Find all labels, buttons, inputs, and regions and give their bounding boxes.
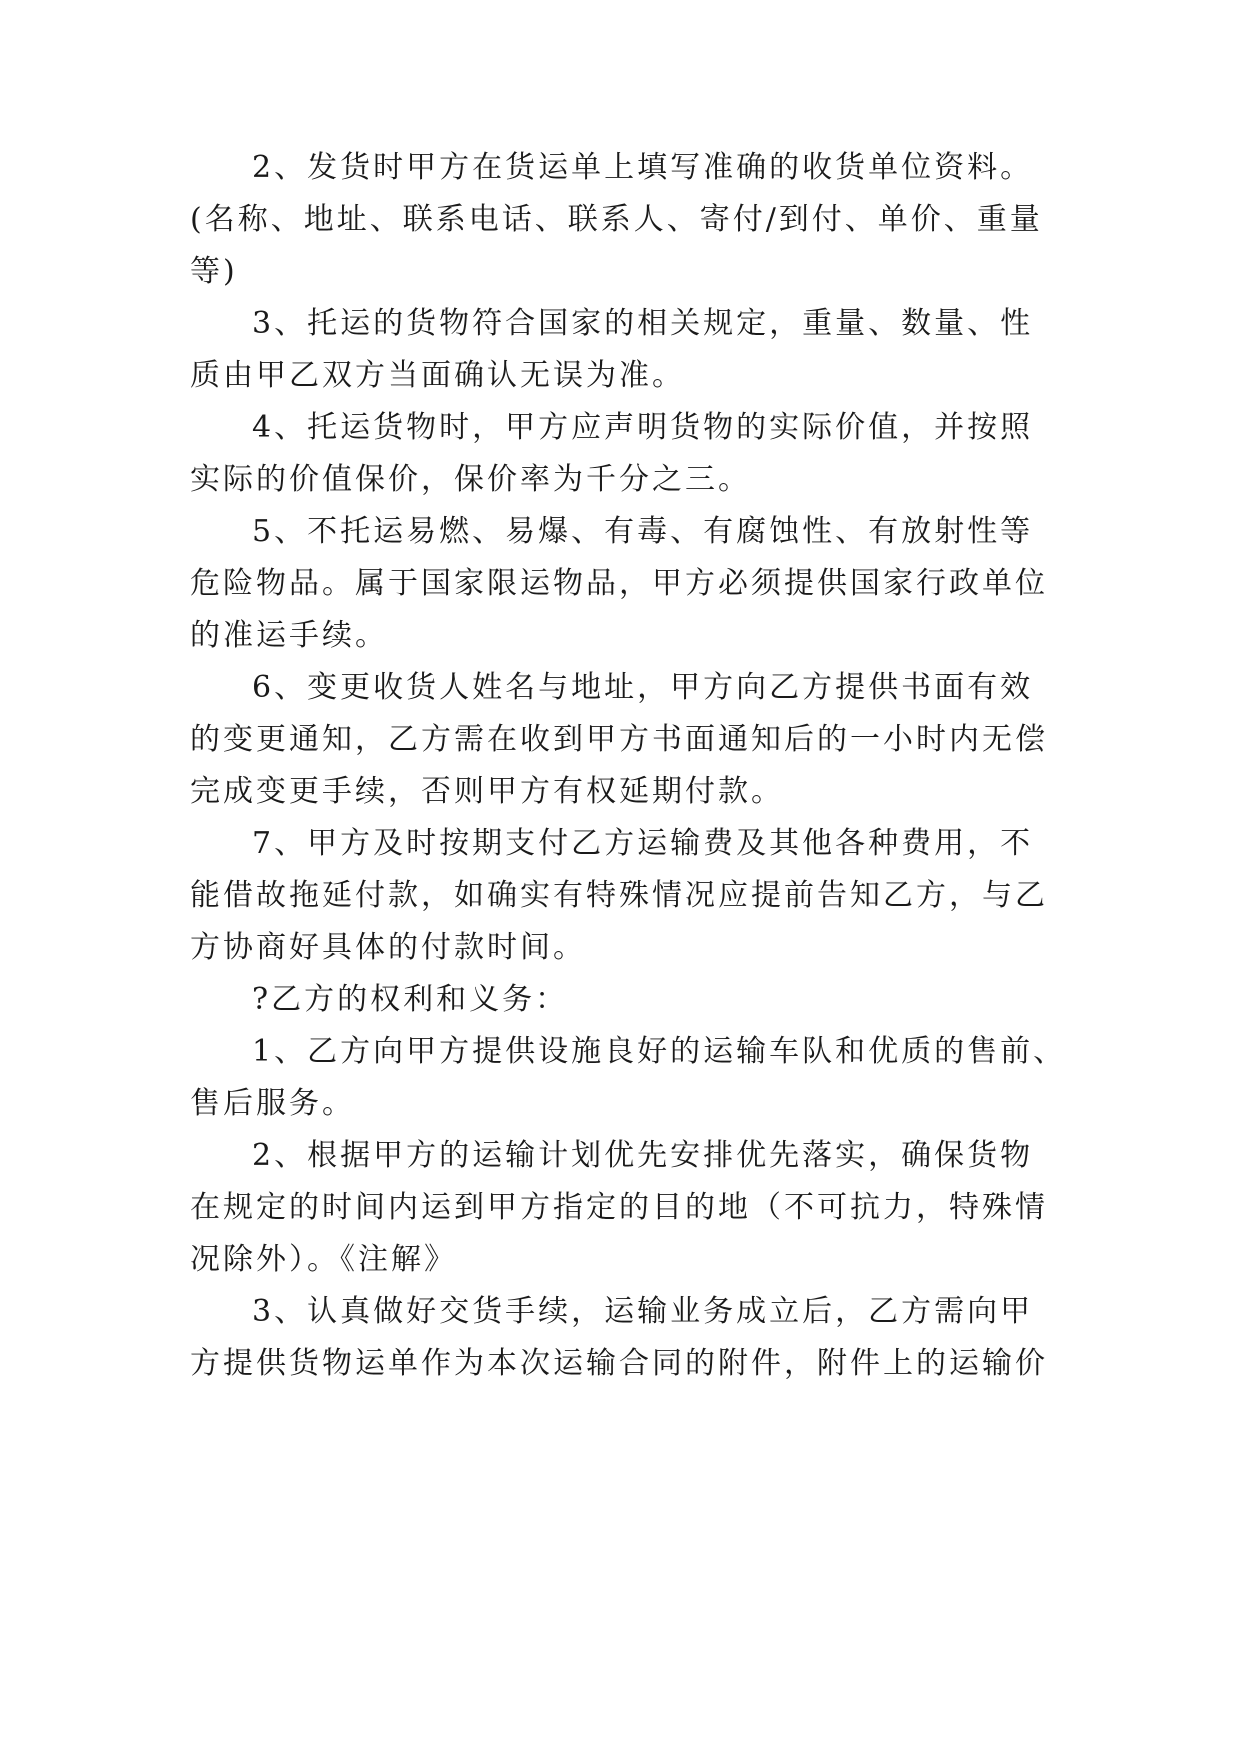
text-line: 质由甲乙双方当面确认无误为准。 xyxy=(190,358,685,393)
section-heading: ?乙方的权利和义务： xyxy=(252,982,569,1017)
text-line: 7、甲方及时按期支付乙方运输费及其他各种费用，不 xyxy=(252,826,1034,861)
text-line: 方提供货物运单作为本次运输合同的附件，附件上的运输价 xyxy=(190,1346,1048,1381)
text-line: 实际的价值保价，保价率为千分之三。 xyxy=(190,462,751,497)
text-line: 3、认真做好交货手续，运输业务成立后，乙方需向甲 xyxy=(252,1294,1034,1329)
text-line: 等) xyxy=(190,254,238,289)
text-line: 完成变更手续，否则甲方有权延期付款。 xyxy=(190,774,784,809)
text-line: 方协商好具体的付款时间。 xyxy=(190,930,586,965)
text-line: 2、发货时甲方在货运单上填写准确的收货单位资料。 xyxy=(252,150,1034,185)
text-line: 况除外）。《注解》 xyxy=(190,1242,457,1277)
text-line: 5、不托运易燃、易爆、有毒、有腐蚀性、有放射性等 xyxy=(252,514,1034,549)
text-line: 1、乙方向甲方提供设施良好的运输车队和优质的售前、 xyxy=(252,1034,1067,1069)
text-line: 6、变更收货人姓名与地址，甲方向乙方提供书面有效 xyxy=(252,670,1034,705)
text-line: 的变更通知，乙方需在收到甲方书面通知后的一小时内无偿 xyxy=(190,722,1048,757)
text-line: 2、根据甲方的运输计划优先安排优先落实，确保货物 xyxy=(252,1138,1034,1173)
text-line: 危险物品。属于国家限运物品，甲方必须提供国家行政单位 xyxy=(190,566,1048,601)
text-line: 4、托运货物时，甲方应声明货物的实际价值，并按照 xyxy=(252,410,1034,445)
text-line: 3、托运的货物符合国家的相关规定，重量、数量、性 xyxy=(252,306,1034,341)
text-line: 售后服务。 xyxy=(190,1086,355,1121)
text-line: 的准运手续。 xyxy=(190,618,388,653)
text-line: (名称、地址、联系电话、联系人、寄付/到付、单价、重量 xyxy=(190,202,1043,237)
text-line: 能借故拖延付款，如确实有特殊情况应提前告知乙方，与乙 xyxy=(190,878,1048,913)
text-line: 在规定的时间内运到甲方指定的目的地（不可抗力，特殊情 xyxy=(190,1190,1048,1225)
